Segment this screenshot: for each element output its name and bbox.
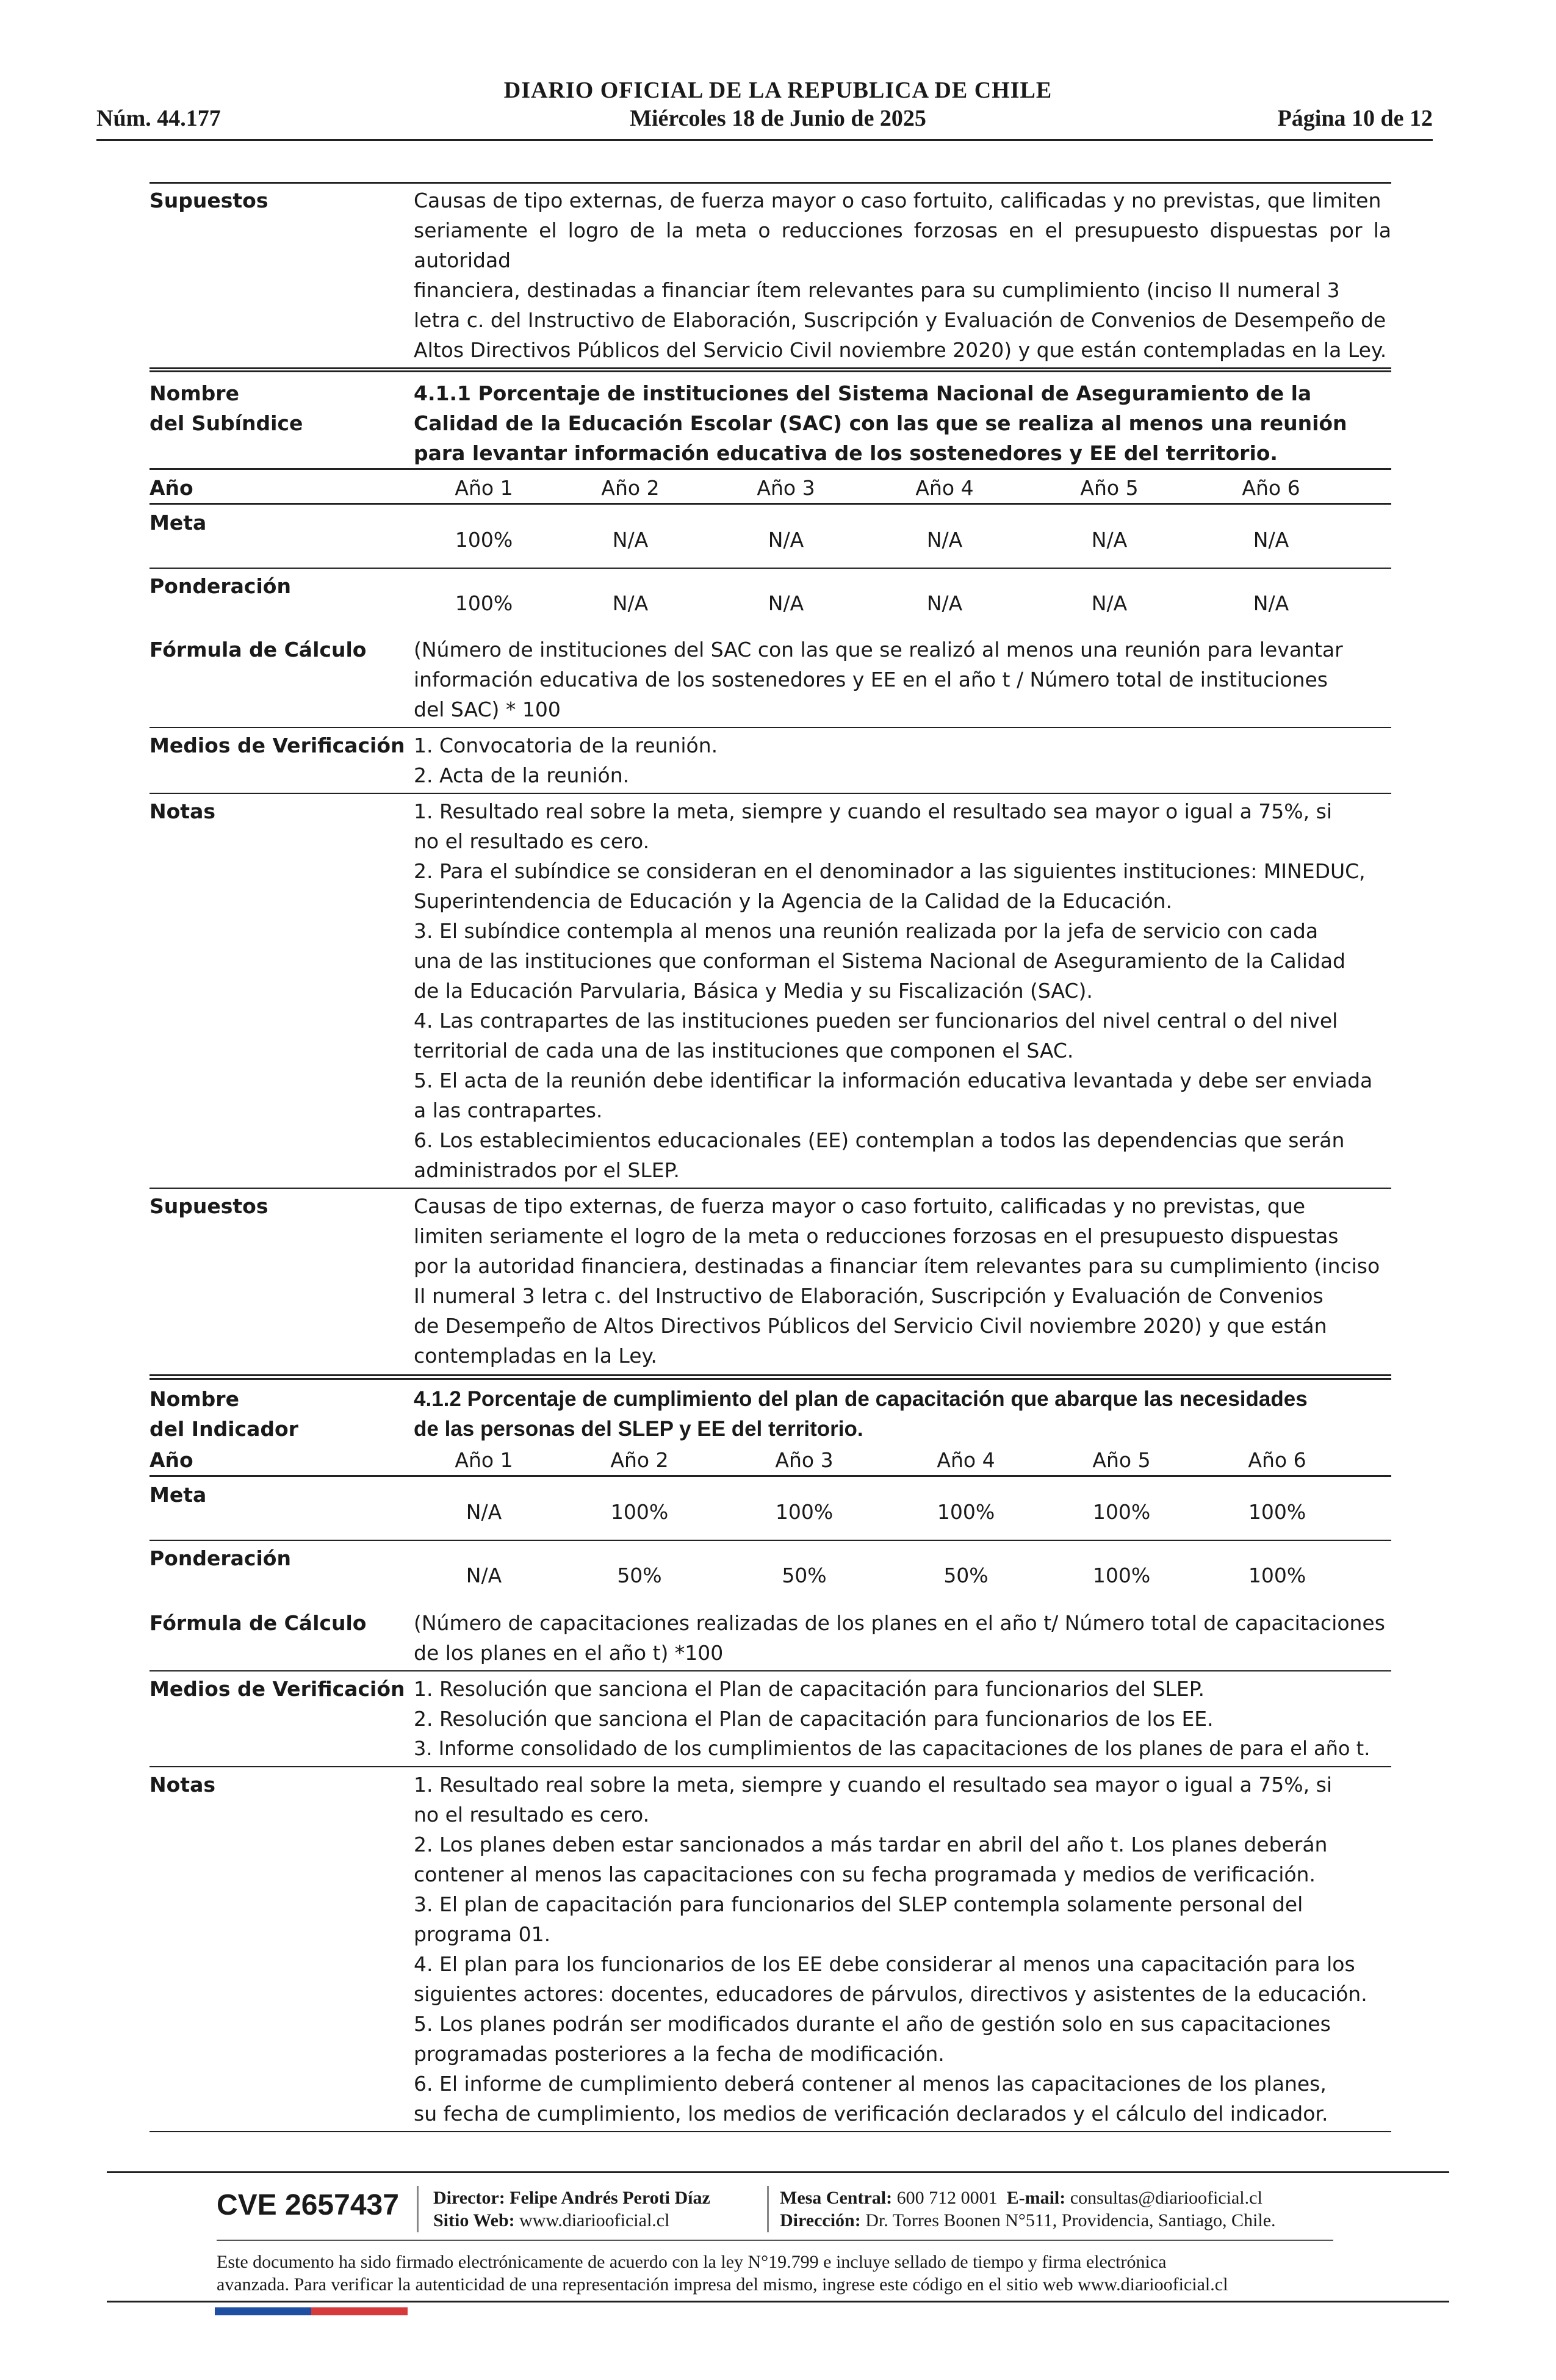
year-columns <box>414 473 1391 503</box>
flag-bar-blue <box>215 2307 311 2315</box>
text-line: 6. Los establecimientos educacionales (EE) contemplan a todos las dependencias que serán <box>414 1128 1345 1152</box>
text-line: siguientes actores: docentes, educadores de párvulos, directivos y asistentes de la educación. <box>414 1982 1367 2006</box>
flag-bar-red <box>311 2307 408 2315</box>
ponderacion-value: N/A <box>768 591 804 615</box>
medios-row <box>149 730 1391 790</box>
ponderacion-value: 100% <box>455 591 513 615</box>
meta-value: 100% <box>1092 1500 1151 1524</box>
ponderacion-value: N/A <box>1091 591 1128 615</box>
year-col: Año 6 <box>1242 476 1300 500</box>
meta-label: Meta <box>149 1483 207 1507</box>
text-line: 2. Los planes deben estar sancionados a más tardar en abril del año t. Los planes deberán <box>414 1833 1328 1856</box>
meta-value: N/A <box>612 528 649 552</box>
address: Dr. Torres Boonen N°511, Providencia, Santiago, Chile. <box>865 2210 1276 2230</box>
notas-text <box>414 1770 1391 2129</box>
page-number: Página 10 de 12 <box>1277 106 1433 131</box>
text-line: limiten seriamente el logro de la meta o reducciones forzosas en el presupuesto dispuestas <box>414 1224 1339 1248</box>
text-line: 4. Las contrapartes de las instituciones pueden ser funcionarios del nivel central o del nivel <box>414 1009 1338 1033</box>
footer-director: Director: Felipe Andrés Peroti Díaz Sitio Web: www.diariooficial.cl <box>433 2188 710 2230</box>
text-line: una de las instituciones que conforman el Sistema Nacional de Aseguramiento de la Calidad <box>414 949 1345 973</box>
subindice-title <box>414 378 1391 468</box>
text-line: 3. El plan de capacitación para funcionarios del SLEP contempla solamente personal del <box>414 1892 1303 1916</box>
text-line: su fecha de cumplimiento, los medios de verificación declarados y el cálculo del indicador. <box>414 2102 1328 2126</box>
year-col: Año 3 <box>775 1448 834 1472</box>
year-col: Año 2 <box>610 1448 669 1472</box>
text-line: Superintendencia de Educación y la Agencia de la Calidad de la Educación. <box>414 889 1172 913</box>
supuestos-text <box>414 186 1391 365</box>
text-line: 5. Los planes podrán ser modificados durante el año de gestión solo en sus capacitaciones <box>414 2012 1331 2036</box>
meta-value: 100% <box>1248 1500 1306 1524</box>
text-line: 3. Informe consolidado de los cumplimientos de las capacitaciones de los planes de para el año t. <box>414 1737 1371 1760</box>
text-line: 3. El subíndice contempla al menos una reunión realizada por la jefa de servicio con cada <box>414 919 1319 943</box>
ponderacion-value: N/A <box>612 591 649 615</box>
text-line: 4. El plan para los funcionarios de los EE debe considerar al menos una capacitación para los <box>414 1952 1355 1976</box>
text-line: 5. El acta de la reunión debe identificar la información educativa levantada y debe ser enviada <box>414 1069 1373 1092</box>
year-col: Año 2 <box>601 476 660 500</box>
ponderacion-value: 50% <box>617 1563 662 1587</box>
text-line: del SAC) * 100 <box>414 698 561 721</box>
issue-number: Núm. 44.177 <box>96 106 221 131</box>
meta-value: 100% <box>775 1500 834 1524</box>
text-line: de los planes en el año t) *100 <box>414 1641 724 1665</box>
notas-row <box>149 1770 1391 2129</box>
ponderacion-value: 50% <box>782 1563 827 1587</box>
issue-date: Miércoles 18 de Junio de 2025 <box>630 106 926 131</box>
text-line: 1. Convocatoria de la reunión. <box>414 734 718 757</box>
text-line: 1. Resultado real sobre la meta, siempre y cuando el resultado sea mayor o igual a 75%, si <box>414 799 1332 823</box>
meta-value: 100% <box>610 1500 669 1524</box>
text-line: a las contrapartes. <box>414 1098 603 1122</box>
text-line: programa 01. <box>414 1922 551 1946</box>
anio-label: Año <box>149 1448 193 1472</box>
meta-value: N/A <box>1091 528 1128 552</box>
indicator-table <box>149 182 1391 2135</box>
text-line: 2. Resolución que sanciona el Plan de capacitación para funcionarios de los EE. <box>414 1707 1214 1731</box>
supuestos-label: Supuestos <box>149 1194 268 1218</box>
formula-label: Fórmula de Cálculo <box>149 638 367 662</box>
text-line: Causas de tipo externas, de fuerza mayor o caso fortuito, calificadas y no previstas, que <box>414 1194 1306 1218</box>
ponderacion-value: N/A <box>926 591 963 615</box>
ponderacion-value: N/A <box>466 1563 502 1587</box>
ponderacion-value: 50% <box>943 1563 989 1587</box>
formula-text <box>414 1608 1391 1668</box>
meta-value: 100% <box>455 528 513 552</box>
subindice-name-row <box>149 373 1391 468</box>
newspaper-title: DIARIO OFICIAL DE LA REPUBLICA DE CHILE <box>503 78 1053 103</box>
footer-divider <box>217 2240 1333 2241</box>
text-line: administrados por el SLEP. <box>414 1158 680 1182</box>
ponderacion-value: N/A <box>1253 591 1289 615</box>
nombre-label: Nombre del Indicador <box>149 1387 298 1441</box>
year-col: Año 1 <box>455 476 513 500</box>
text-line: 1. Resultado real sobre la meta, siempre y cuando el resultado sea mayor o igual a 75%, si <box>414 1773 1332 1797</box>
ponderacion-value: 100% <box>1092 1563 1151 1587</box>
legal-notice <box>217 2251 1364 2296</box>
notas-label: Notas <box>149 1773 215 1797</box>
legal-line: Este documento ha sido firmado electrónicamente de acuerdo con la ley N°19.799 e incluye sellado de tiempo y firma electrónica <box>217 2252 1167 2272</box>
year-header-row <box>149 471 1391 503</box>
supuestos-row <box>149 1191 1391 1371</box>
medios-label: Medios de Verificación <box>149 1677 405 1701</box>
medios-label: Medios de Verificación <box>149 734 405 757</box>
ponderacion-row <box>149 1541 1391 1606</box>
nombre-label: Nombre del Subíndice <box>149 381 303 435</box>
meta-value: N/A <box>466 1500 502 1524</box>
ponderacion-row <box>149 569 1391 633</box>
website-link[interactable]: www.diariooficial.cl <box>519 2210 670 2230</box>
text-line: no el resultado es cero. <box>414 829 650 853</box>
supuestos-text <box>414 1191 1391 1371</box>
ponderacion-label: Ponderación <box>149 1546 291 1570</box>
text-line: (Número de capacitaciones realizadas de los planes en el año t/ Número total de capacitaciones <box>414 1611 1385 1635</box>
footer-separator <box>767 2186 769 2232</box>
notas-label: Notas <box>149 799 215 823</box>
anio-label: Año <box>149 476 193 500</box>
notas-row <box>149 796 1391 1185</box>
formula-text <box>414 635 1391 724</box>
meta-value: 100% <box>937 1500 995 1524</box>
ponderacion-label: Ponderación <box>149 574 291 598</box>
formula-row <box>149 1606 1391 1668</box>
text-line: Altos Directivos Públicos del Servicio Civil noviembre 2020) y que están contempladas en la Ley. <box>414 338 1387 362</box>
text-line: información educativa de los sostenedores y EE en el año t / Número total de instituciones <box>414 668 1328 691</box>
text-line: de las personas del SLEP y EE del territorio. <box>414 1417 863 1441</box>
supuestos-row <box>149 182 1391 365</box>
text-line: letra c. del Instructivo de Elaboración, Suscripción y Evaluación de Convenios de Desempeño de <box>414 308 1386 332</box>
text-line: 4.1.1 Porcentaje de instituciones del Sistema Nacional de Aseguramiento de la <box>414 381 1312 405</box>
formula-label: Fórmula de Cálculo <box>149 1611 367 1635</box>
meta-row <box>149 1477 1391 1541</box>
text-line: contempladas en la Ley. <box>414 1344 657 1368</box>
text-line: contener al menos las capacitaciones con su fecha programada y medios de verificación. <box>414 1863 1316 1886</box>
text-line: por la autoridad financiera, destinadas a financiar ítem relevantes para su cumplimiento (inciso <box>414 1254 1380 1278</box>
text-line: seriamente el logro de la meta o reducciones forzosas en el presupuesto dispuestas por la autoridad <box>414 218 1391 272</box>
medios-text <box>414 1674 1391 1764</box>
phone-number: 600 712 0001 <box>896 2188 998 2208</box>
year-col: Año 4 <box>915 476 974 500</box>
medios-row <box>149 1674 1391 1764</box>
text-line: para levantar información educativa de los sostenedores y EE del territorio. <box>414 441 1278 465</box>
year-col: Año 5 <box>1092 1448 1151 1472</box>
meta-value: N/A <box>768 528 804 552</box>
notas-text <box>414 796 1391 1185</box>
text-line: 4.1.2 Porcentaje de cumplimiento del plan de capacitación que abarque las necesidades <box>414 1387 1308 1411</box>
text-line: 1. Resolución que sanciona el Plan de capacitación para funcionarios del SLEP. <box>414 1677 1205 1701</box>
meta-label: Meta <box>149 511 207 535</box>
supuestos-label: Supuestos <box>149 189 268 212</box>
text-line: de Desempeño de Altos Directivos Públicos del Servicio Civil noviembre 2020) y que están <box>414 1314 1327 1338</box>
text-line: 6. El informe de cumplimiento deberá contener al menos las capacitaciones de los planes, <box>414 2072 1327 2096</box>
meta-row <box>149 505 1391 569</box>
text-line: 2. Acta de la reunión. <box>414 763 630 787</box>
text-line: II numeral 3 letra c. del Instructivo de Elaboración, Suscripción y Evaluación de Convenios <box>414 1284 1324 1308</box>
year-col: Año 6 <box>1248 1448 1306 1472</box>
formula-row <box>149 633 1391 724</box>
year-col: Año 3 <box>757 476 815 500</box>
text-line: Calidad de la Educación Escolar (SAC) con las que se realiza al menos una reunión <box>414 411 1347 435</box>
legal-line: avanzada. Para verificar la autenticidad de una representación impresa del mismo, ingrese este código en el sitio web www.diariooficial.cl <box>217 2274 1228 2295</box>
text-line: no el resultado es cero. <box>414 1803 650 1826</box>
year-col: Año 5 <box>1080 476 1139 500</box>
meta-value: N/A <box>1253 528 1289 552</box>
text-line: programadas posteriores a la fecha de modificación. <box>414 2042 945 2066</box>
indicador-name-row <box>149 1384 1391 1444</box>
medios-text <box>414 730 1391 790</box>
meta-value: N/A <box>926 528 963 552</box>
ponderacion-value: 100% <box>1248 1563 1306 1587</box>
footer-contact: Mesa Central: 600 712 0001 E-mail: consultas@diariooficial.cl Dirección: Dr. Torres Boonen N°511, Providencia, Santiago, Chile. <box>780 2188 1276 2230</box>
footer-divider <box>107 2171 1449 2173</box>
footer-divider <box>107 2301 1449 2302</box>
director-name: Felipe Andrés Peroti Díaz <box>510 2188 710 2208</box>
text-line: financiera, destinadas a financiar ítem relevantes para su cumplimiento (inciso II numeral 3 <box>414 278 1340 302</box>
header-divider <box>96 139 1433 141</box>
year-col: Año 1 <box>455 1448 513 1472</box>
text-line: (Número de instituciones del SAC con las que se realizó al menos una reunión para levantar <box>414 638 1343 662</box>
footer-separator <box>417 2186 419 2232</box>
indicador-title <box>414 1384 1391 1444</box>
email-link[interactable]: consultas@diariooficial.cl <box>1070 2188 1262 2208</box>
cve-code: CVE 2657437 <box>217 2189 399 2221</box>
text-line: Causas de tipo externas, de fuerza mayor o caso fortuito, calificadas y no previstas, que limiten <box>414 189 1381 212</box>
text-line: de la Educación Parvularia, Básica y Media y su Fiscalización (SAC). <box>414 979 1093 1003</box>
year-header-row <box>149 1444 1391 1475</box>
year-col: Año 4 <box>937 1448 995 1472</box>
text-line: 2. Para el subíndice se consideran en el denominador a las siguientes instituciones: MINEDUC, <box>414 859 1366 883</box>
text-line: territorial de cada una de las instituciones que componen el SAC. <box>414 1039 1074 1062</box>
